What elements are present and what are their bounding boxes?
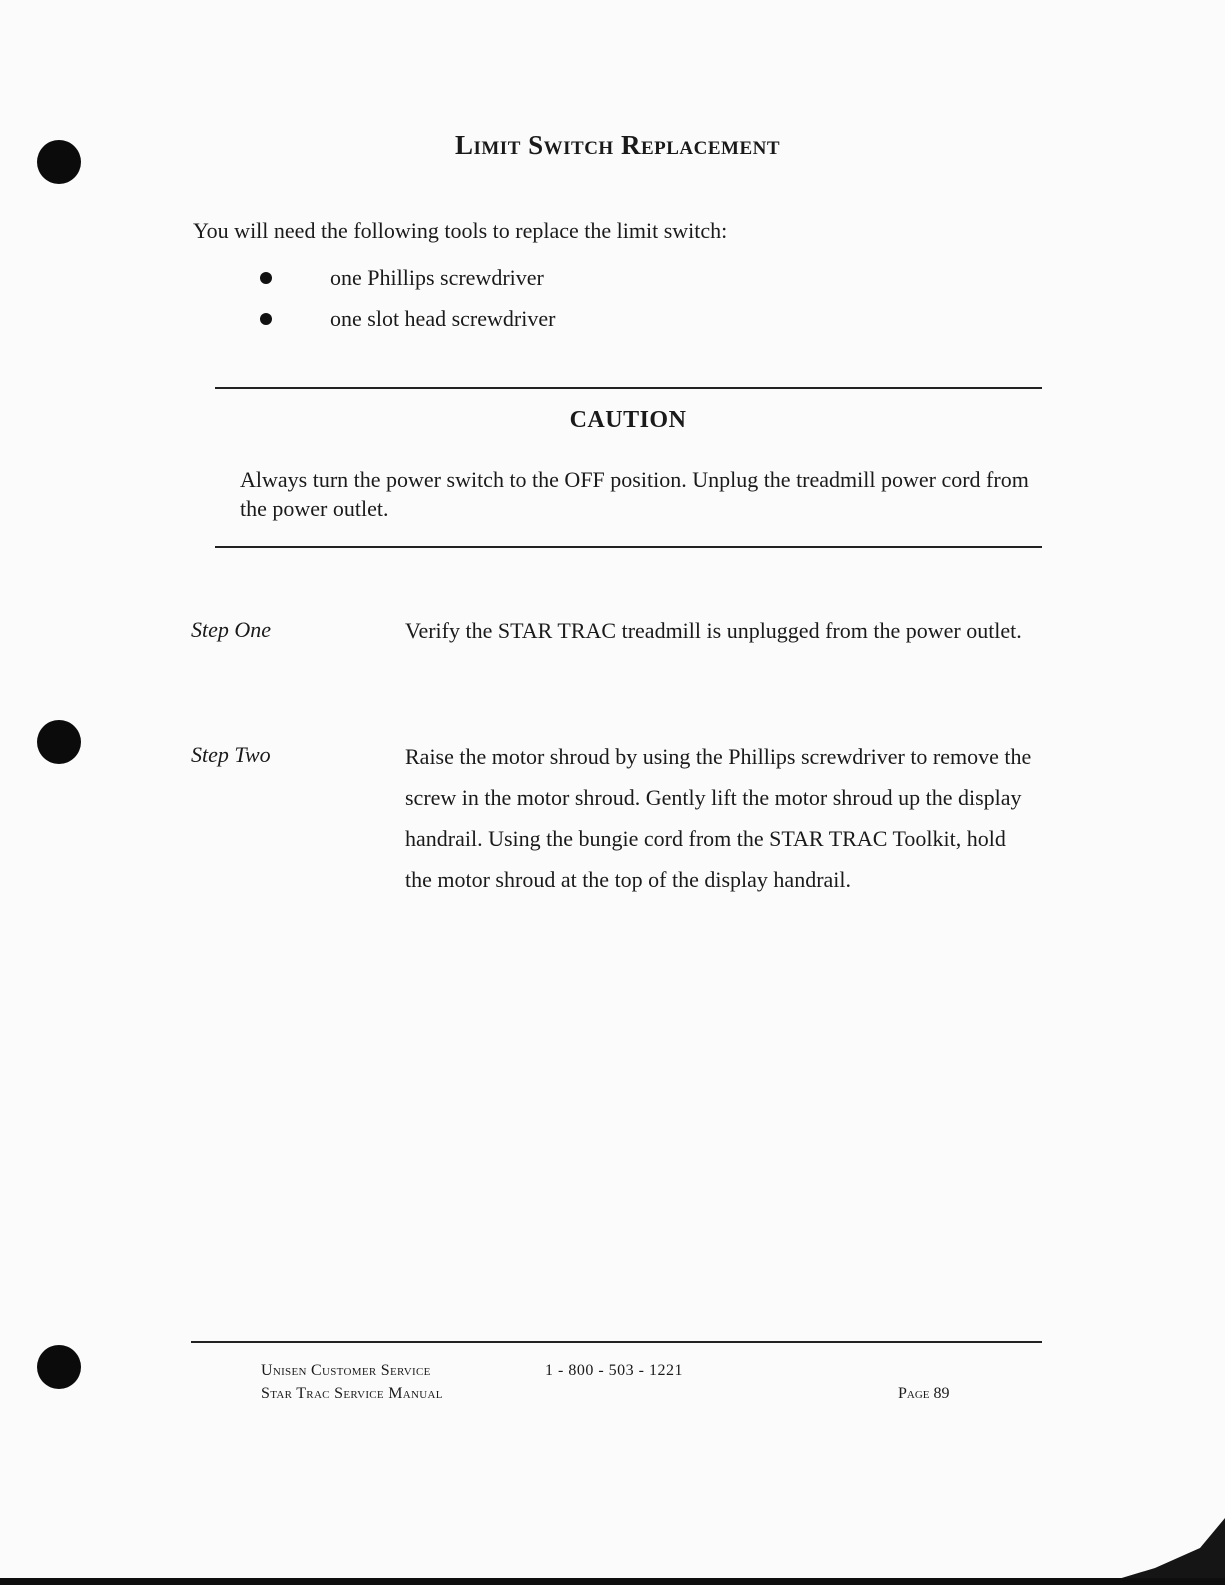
footer-manual: Star Trac Service Manual [261, 1385, 443, 1402]
tool-label: one Phillips screwdriver [330, 264, 544, 290]
divider [215, 546, 1042, 548]
step-label: Step One [191, 617, 272, 642]
footer-service: Unisen Customer Service [261, 1362, 431, 1379]
binder-hole [37, 720, 81, 764]
page-number: Page 89 [898, 1385, 950, 1402]
list-item [260, 257, 555, 298]
caution-text: Always turn the power switch to the OFF position. Unplug the treadmill power cord from the power outlet. [240, 467, 1029, 521]
footer-phone: 1 - 800 - 503 - 1221 [545, 1362, 683, 1379]
tools-list [260, 257, 555, 339]
page-title: Limit Switch Replacement [454, 130, 781, 160]
list-item [260, 298, 555, 339]
step-text: Raise the motor shroud by using the Phillips screwdriver to remove the screw in the motor shroud. Gently lift the motor shroud up the display handrail. Using the bungie cord from the STAR TRAC Toolkit, hold the motor shroud at the top of the display handrail. [405, 744, 1032, 892]
intro-text: You will need the following tools to replace the limit switch: [193, 218, 728, 243]
footer-divider [191, 1341, 1042, 1343]
divider [215, 387, 1042, 389]
tool-label: one slot head screwdriver [330, 305, 556, 331]
bullet-icon [260, 272, 272, 284]
caution-heading: CAUTION [569, 407, 687, 433]
scan-edge-bar [0, 1578, 1225, 1585]
step-label: Step Two [191, 742, 271, 767]
page-corner-shadow [1115, 1518, 1225, 1580]
step-text: Verify the STAR TRAC treadmill is unplugged from the power outlet. [405, 618, 1022, 643]
bullet-icon [260, 313, 272, 325]
binder-hole [37, 1345, 81, 1389]
